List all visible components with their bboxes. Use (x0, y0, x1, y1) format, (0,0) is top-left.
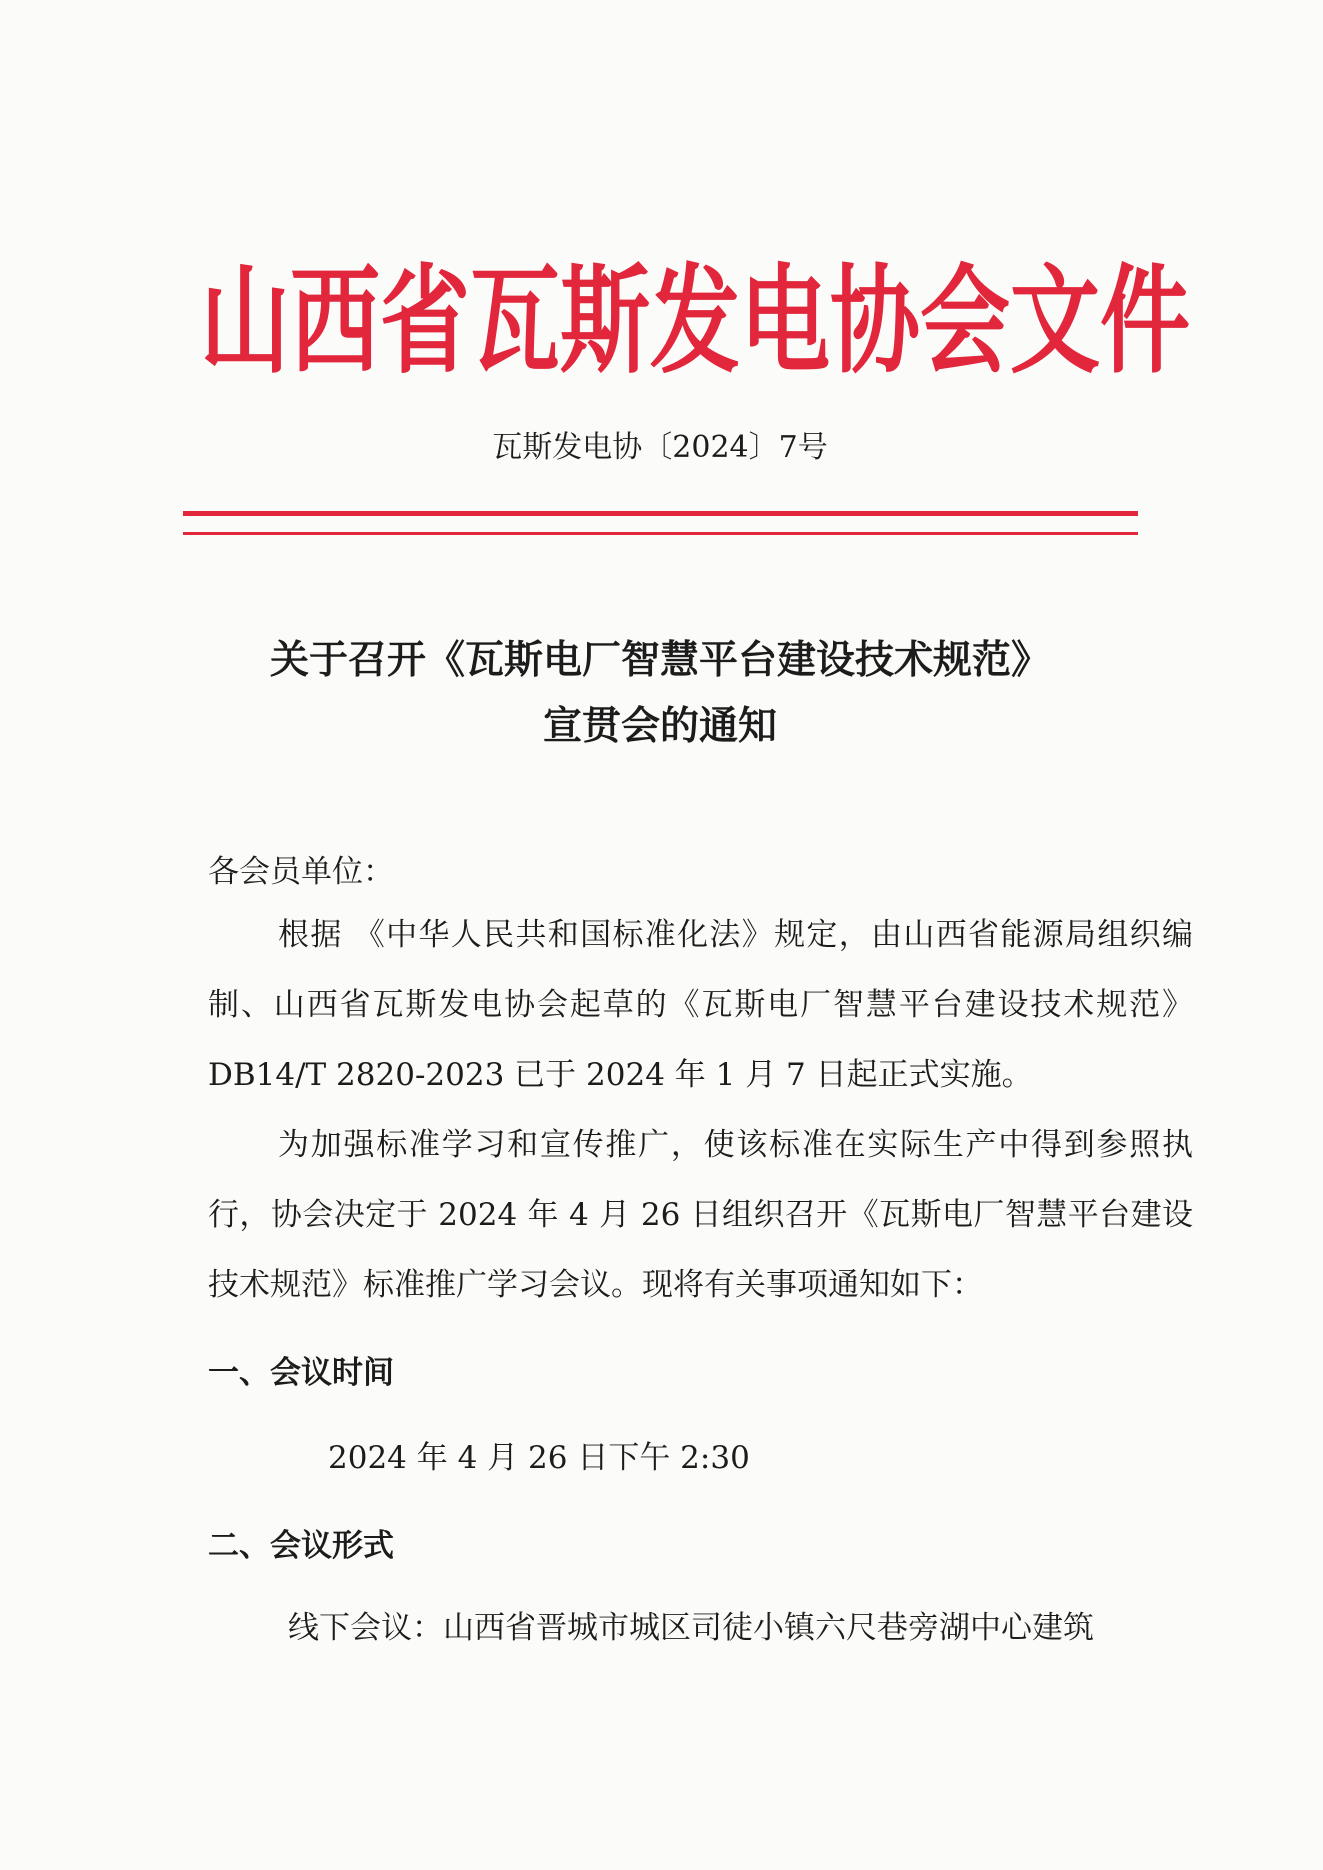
notice-title-line2: 宣贯会的通知 (542, 703, 777, 749)
header-rule-thin (183, 532, 1138, 535)
section-heading-meeting-time: 一、会议时间 (208, 1355, 394, 1391)
header-rule-thick (183, 511, 1138, 516)
notice-title-line1: 关于召开《瓦斯电厂智慧平台建设技术规范》 (269, 637, 1050, 683)
document-number: 瓦斯发电协〔2024〕7号 (492, 430, 828, 465)
section-heading-meeting-format: 二、会议形式 (208, 1528, 394, 1564)
meeting-format-text: 线下会议：山西省晋城市城区司徒小镇六尺巷旁湖中心建筑 (288, 1610, 1094, 1646)
salutation: 各会员单位： (208, 854, 394, 890)
body-paragraph: 为加强标准学习和宣传推广，使该标准在实际生产中得到参照执行，协会决定于 2024 年 4 月 26 日组织召开《瓦斯电厂智慧平台建设技术规范》标准推广学习会议。现将有关事项通知如下： (208, 1127, 1193, 1303)
issuer-header-title: 山西省瓦斯发电协会文件 (200, 253, 1190, 391)
meeting-time-text: 2024 年 4 月 26 日下午 2:30 (328, 1440, 750, 1476)
body-paragraph: 根据 《中华人民共和国标准化法》规定，由山西省能源局组织编制、山西省瓦斯发电协会起草的《瓦斯电厂智慧平台建设技术规范》DB14/T 2820-2023 已于 2024 年 1 月 7 日起正式实施。 (208, 917, 1193, 1093)
